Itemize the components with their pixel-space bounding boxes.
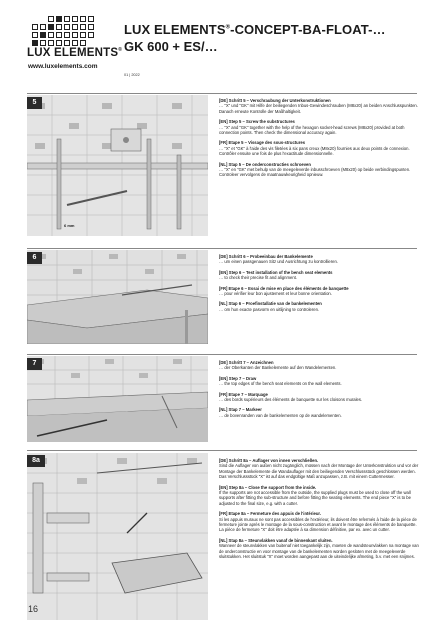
- step-6-de-body: … um einen passgenauen Sitz und Ausrichtung zu kontrollieren.: [219, 259, 338, 265]
- step-5-de-heading: [DE] Schritt 5 – Verschraubung der Unterkonstruktionen: [219, 98, 331, 103]
- step-7-de-heading: [DE] Schritt 7 – Anzeichnen: [219, 360, 274, 365]
- step-7-text: [219, 360, 419, 423]
- document-title: LUX ELEMENTS®-CONCEPT-BA-FLOAT-…: [124, 22, 386, 37]
- step-6-de-heading: [DE] Schritt 6 – Probeeinbau der Bankelemente: [219, 254, 313, 259]
- step-5-text: [219, 98, 419, 183]
- website-link[interactable]: www.luxelements.com: [28, 63, 98, 70]
- logo-square: [64, 32, 70, 38]
- step-8a-de-heading: [DE] Schritt 8a – Auflager von innen verschließen.: [219, 458, 319, 463]
- logo-square: [32, 24, 38, 30]
- logo-square: [56, 32, 62, 38]
- logo-square: [56, 24, 62, 30]
- step-5-badge: 5: [27, 97, 42, 109]
- step-5-nl-heading: [NL] Stap 5 – De onderconstructies schroeven: [219, 161, 311, 167]
- logo-square: [80, 32, 86, 38]
- step-7-de-body: … der Oberkanten der Bankelemente auf den Wandelementen.: [219, 365, 337, 371]
- step-7-en-heading: [EN] Step 7 – Draw: [219, 375, 257, 381]
- step-8a-badge: 8a: [27, 455, 45, 467]
- logo-square: [80, 24, 86, 30]
- logo-grid-icon: [32, 16, 96, 46]
- section-divider: [27, 93, 417, 94]
- step-8a-en-heading: [EN] Step 8a – Close the support from the inside.: [219, 484, 317, 490]
- step-6-en-heading: [EN] Step 6 – Test installation of the bench seat elements: [219, 269, 333, 275]
- logo-square: [48, 40, 54, 46]
- step-6-fr-heading: [FR] Etape 6 – Essai de mise en place des éléments de banquette: [219, 285, 349, 291]
- document-subtitle: GK 600 + ES/…: [124, 39, 218, 54]
- logo-square: [88, 24, 94, 30]
- step-8a-text: [219, 458, 419, 565]
- step-6-fr-body: … pour vérifier leur bon ajustement et leur bonne orientation.: [219, 291, 332, 297]
- step-6-text: [219, 254, 419, 317]
- step-5-fr-body: … "X" et "GK" à l'aide des vis filetées à six pans creux (M8x20) fournies aux deux points de connexion. Contrôler ensuite une fois de plus l'exactitude dimensionnelle.: [219, 145, 410, 157]
- step-7-fr-heading: [FR] Etape 7 – Marquage: [219, 391, 268, 397]
- logo-square: [72, 40, 78, 46]
- step-7-illustration: [27, 356, 208, 442]
- step-8a-fr-body: Si les appuis muraux ne sont pas accessibles de l'extérieur, ils doivent être refermés à l'aide de la pièce de fermeture jointe après le montage de la sous-construction et avant le montage des éléments de banquette. La pièce de fermeture "X" doit être adaptée à sa dimension définitive, par ex. avec un cutter.: [219, 516, 417, 533]
- logo-square: [88, 32, 94, 38]
- step-8a-nl-body: Wanneer de steunvlakken van buitenaf niet toegankelijk zijn, moeten de wandsteunvlakken na montage van de onderconstructie en voor montage van de bankelementen worden gesloten met de meegeleverde sluitstukken. Het sluitstuk "X" moet worden aangepast aan de uiteindelijke afmeting, b.v. met een snijmes.: [219, 543, 419, 560]
- step-7-nl-heading: [NL] Stap 7 – Markeer: [219, 407, 262, 413]
- step-7-fr-body: … des bords supérieurs des éléments de banquette sur les cloisons murales.: [219, 397, 363, 403]
- section-divider: [27, 450, 417, 451]
- logo-square: [40, 40, 46, 46]
- step-5-fr-heading: [FR] Etape 5 – Vissage des sous-structures: [219, 140, 306, 146]
- logo-square: [64, 16, 70, 22]
- section-divider: [27, 248, 417, 249]
- logo-square: [48, 32, 54, 38]
- logo-square: [64, 40, 70, 46]
- logo-square: [56, 40, 62, 46]
- step-8a-nl-heading: [NL] Stap 8a – Steunvlakken vanaf de binnenkant sluiten.: [219, 537, 333, 543]
- step-6-badge: 6: [27, 252, 42, 264]
- step-6-en-body: … to check their precise fit and alignment.: [219, 275, 297, 281]
- logo-square: [56, 16, 62, 22]
- logo-square: [48, 24, 54, 30]
- step-6-illustration: [27, 250, 208, 344]
- step-8a-de-body: Sind die Auflager von außen nicht zugänglich, müssen nach der Montage der Unterkonstruktion und vor der Montage der Bankelemente die Wandauflager mit den beiliegenden Verschlussstück geschlossen werden. Das Verschlussstück "X" ist auf das endgültige Maß anzupassen, z.B. mit einem Cuttermesser.: [219, 463, 419, 480]
- logo-square: [88, 16, 94, 22]
- step-8a-illustration: [27, 453, 208, 620]
- logo-square: [64, 24, 70, 30]
- logo-square: [72, 16, 78, 22]
- logo-square: [32, 32, 38, 38]
- step-5-nl-body: … "X" en "GK" met behulp van de meegeleverde inbusschroeven (M8x20) op beide verbindingspunten. Controleer vervolgens de maatnauwkeurigheid opnieuw.: [219, 167, 411, 178]
- step-7-en-body: … the top edges of the bench seat elements on the wall elements.: [219, 381, 342, 387]
- logo-square: [40, 24, 46, 30]
- logo-square: [80, 40, 86, 46]
- logo-square: [72, 32, 78, 38]
- step-6-nl-body: … om hun exacte pasvorm en uitlijning te controleren.: [219, 306, 320, 312]
- logo-square: [72, 24, 78, 30]
- step-7-nl-body: … de bovenranden van de bankelementen op de wandelementen.: [219, 412, 342, 418]
- tool-size-label: 6 mm: [64, 223, 75, 228]
- brand-logo: LUX ELEMENTS®: [27, 47, 123, 59]
- logo-square: [48, 16, 54, 22]
- page-number: 16: [28, 604, 39, 614]
- section-divider: [27, 354, 417, 355]
- step-5-de-body: … "X" und "GK" mit Hilfe der beiliegenden Inbus-Gewindeschrauben (M8x20) an beiden Anschlusspunkten. Danach erneute Kontrolle der Maßhaltigkeit.: [219, 103, 418, 114]
- step-5-illustration: [27, 95, 208, 236]
- document-version: 01 | 2022: [124, 73, 140, 77]
- logo-square: [80, 16, 86, 22]
- logo-square: [40, 32, 46, 38]
- step-8a-en-body: If the supports are not accessible from the outside, the supplied plugs must be used to close off the wall supports after fitting the sub-structure and before fitting the seating elements. The end piece "X" is to be adjusted to the final size, e.g. with a cutter.: [219, 490, 411, 506]
- step-7-badge: 7: [27, 358, 42, 370]
- logo-square: [32, 40, 38, 46]
- step-6-nl-heading: [NL] Stap 6 – Proefinstallatie van de bankelementen: [219, 301, 322, 307]
- step-5-en-body: … "X" and "GK" together with the help of the hexagon socket-head screws (M8x20) provided at both connection points. Then check the dimensional accuracy again.: [219, 124, 405, 136]
- step-8a-fr-heading: [FR] Etape 8a – Fermeture des appuis de l'intérieur.: [219, 511, 321, 517]
- step-5-en-heading: [EN] Step 5 – Screw the substructures: [219, 119, 295, 125]
